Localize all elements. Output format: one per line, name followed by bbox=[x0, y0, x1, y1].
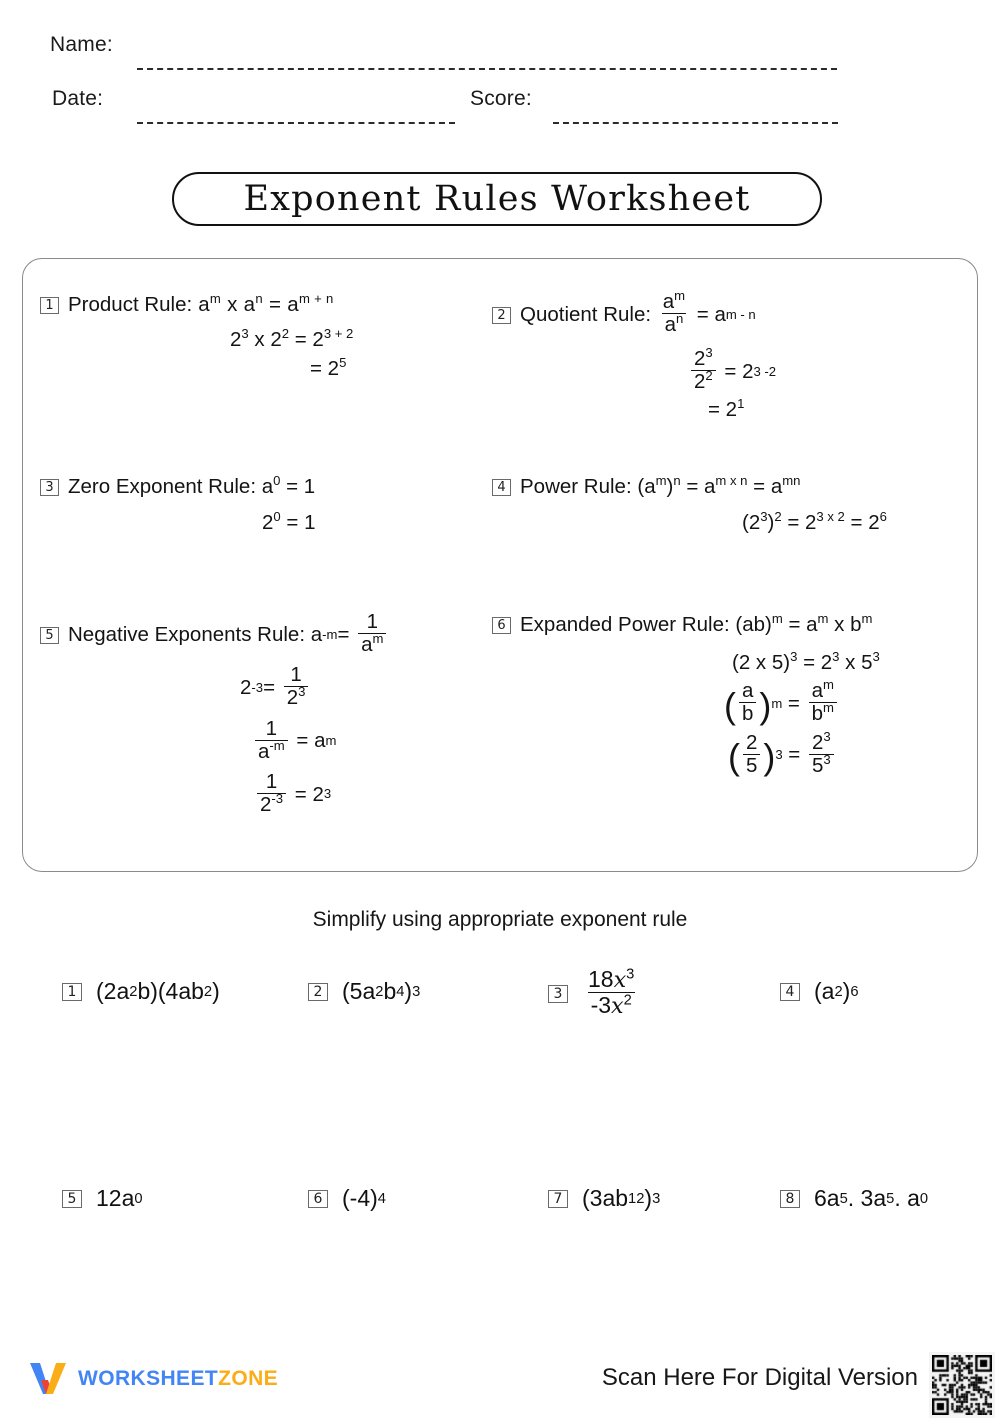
exercise-expression-4: (a 2 ) 6 bbox=[814, 978, 859, 1004]
exercise-expression-2: (5a 2 b 4 ) 3 bbox=[342, 978, 421, 1004]
rule-example-2b: = $2^1$ bbox=[708, 395, 745, 421]
rule-example-6b: ( $\frac{a}{b}$ ) m = $\frac{a^m}{b^m}$ bbox=[724, 681, 880, 726]
rule-name-6: Expanded Power Rule: bbox=[520, 613, 730, 636]
rule-example-2a: $\frac{2^3}{2^2}$ = 2 3 -2 bbox=[688, 347, 776, 394]
exercise-8 bbox=[780, 1185, 928, 1212]
footer bbox=[0, 1350, 1000, 1416]
rule-example-6a: (2 x $5)^3 = 2^3$ x $5^3$ bbox=[732, 648, 880, 674]
name-input-line[interactable] bbox=[137, 68, 837, 70]
page-title: Exponent Rules Worksheet bbox=[243, 179, 751, 219]
exercise-expression-5: 12a 0 bbox=[96, 1185, 143, 1211]
rule-quotient bbox=[492, 288, 777, 422]
rule-example-5c: $\frac{1}{2^{-3}}$ = 2 3 bbox=[254, 770, 389, 817]
rule-example-6c: ( $\frac{2}{5}$ ) 3 = $\frac{2^3}{5^3}$ bbox=[728, 733, 880, 778]
exercise-expression-1: (2a 2 b)(4ab 2 ) bbox=[96, 978, 220, 1004]
logo-word-zone: ZONE bbox=[218, 1367, 279, 1390]
rule-name-2: Quotient Rule: bbox=[520, 302, 652, 326]
rule-name-3: Zero Exponent Rule: bbox=[68, 475, 257, 498]
exercise-number-8: 8 bbox=[780, 1190, 800, 1208]
score-input-line[interactable] bbox=[553, 122, 838, 124]
rule-formula-1: $a^m$ x $a^n = a^{m + n}$ bbox=[192, 291, 334, 316]
exercise-expression-7: (3ab 12 ) 3 bbox=[582, 1185, 661, 1211]
rule-number-1: 1 bbox=[40, 297, 59, 314]
rule-number-2: 2 bbox=[492, 307, 511, 324]
exercise-1 bbox=[62, 978, 220, 1005]
date-input-line[interactable] bbox=[137, 122, 455, 124]
qr-code[interactable] bbox=[929, 1352, 995, 1418]
scan-instruction-text: Scan Here For Digital Version bbox=[601, 1364, 918, 1391]
exercise-number-2: 2 bbox=[308, 983, 328, 1001]
rule-example-3a: $2^0 = 1$ bbox=[262, 508, 316, 534]
instruction-text: Simplify using appropriate exponent rule bbox=[312, 908, 688, 931]
rule-number-3: 3 bbox=[40, 479, 59, 496]
rule-formula-5: a -m = $\frac{1}{a^m}$ bbox=[305, 612, 389, 657]
date-label: Date: bbox=[52, 87, 104, 110]
header-fields bbox=[0, 0, 1000, 150]
rule-formula-2: $\frac{a^m}{a^n}$ = a m - n bbox=[662, 288, 756, 337]
exercise-6 bbox=[308, 1185, 386, 1212]
rule-example-1a: $2^3$ x $2^2 = 2^{3 + 2}$ bbox=[230, 325, 354, 351]
rule-example-4a: $(2^3)^2 = 2^{3 x 2} = 2^6$ bbox=[742, 508, 887, 534]
exercise-5 bbox=[62, 1185, 143, 1212]
rule-name-1: Product Rule: bbox=[68, 293, 193, 316]
rule-formula-4: $(a^m)^n = a^{m x n} = a^{mn}$ bbox=[631, 473, 801, 498]
worksheet-title-pill bbox=[172, 172, 822, 226]
exercise-4 bbox=[780, 978, 859, 1005]
logo-text bbox=[78, 1367, 278, 1391]
rule-product bbox=[40, 292, 353, 382]
rule-formula-6: $(ab)^m = a^m$ x $b^m$ bbox=[729, 611, 873, 636]
rule-number-4: 4 bbox=[492, 479, 511, 496]
exercise-7 bbox=[548, 1185, 660, 1212]
exercise-number-5: 5 bbox=[62, 1190, 82, 1208]
exercise-expression-3: $\frac{18x^3}{-3x^2}$ bbox=[588, 966, 635, 1020]
rule-example-5b: $\frac{1}{a^{-m}}$ = a m bbox=[252, 717, 389, 764]
logo-w-icon bbox=[28, 1360, 68, 1398]
score-label: Score: bbox=[470, 87, 532, 110]
rule-formula-3: $a^0 = 1$ bbox=[256, 473, 316, 498]
exercise-3 bbox=[548, 968, 640, 1019]
exercise-2 bbox=[308, 978, 420, 1005]
rule-negative-exponents bbox=[40, 612, 389, 817]
rule-name-4: Power Rule: bbox=[520, 475, 632, 498]
name-label: Name: bbox=[50, 33, 113, 56]
logo-word-worksheet: WORKSHEET bbox=[78, 1367, 219, 1390]
rule-number-6: 6 bbox=[492, 617, 511, 634]
exercise-expression-8: 6a 5 . 3a 5 . a 0 bbox=[814, 1185, 929, 1211]
exercise-number-4: 4 bbox=[780, 983, 800, 1001]
rule-example-1b: = $2^5$ bbox=[310, 355, 347, 381]
exercise-number-6: 6 bbox=[308, 1190, 328, 1208]
exercise-number-1: 1 bbox=[62, 983, 82, 1001]
rule-power bbox=[492, 474, 887, 535]
exercise-number-7: 7 bbox=[548, 1190, 568, 1208]
rule-expanded-power bbox=[492, 612, 880, 778]
rule-number-5: 5 bbox=[40, 627, 59, 644]
rule-example-5a: 2 -3 = $\frac{1}{2^3}$ bbox=[240, 665, 389, 710]
exercise-expression-6: (-4) 4 bbox=[342, 1185, 386, 1211]
rule-name-5: Negative Exponents Rule: bbox=[68, 622, 306, 646]
rule-zero-exponent bbox=[40, 474, 315, 535]
worksheet-zone-logo[interactable] bbox=[28, 1360, 278, 1398]
exercise-number-3: 3 bbox=[548, 985, 568, 1003]
